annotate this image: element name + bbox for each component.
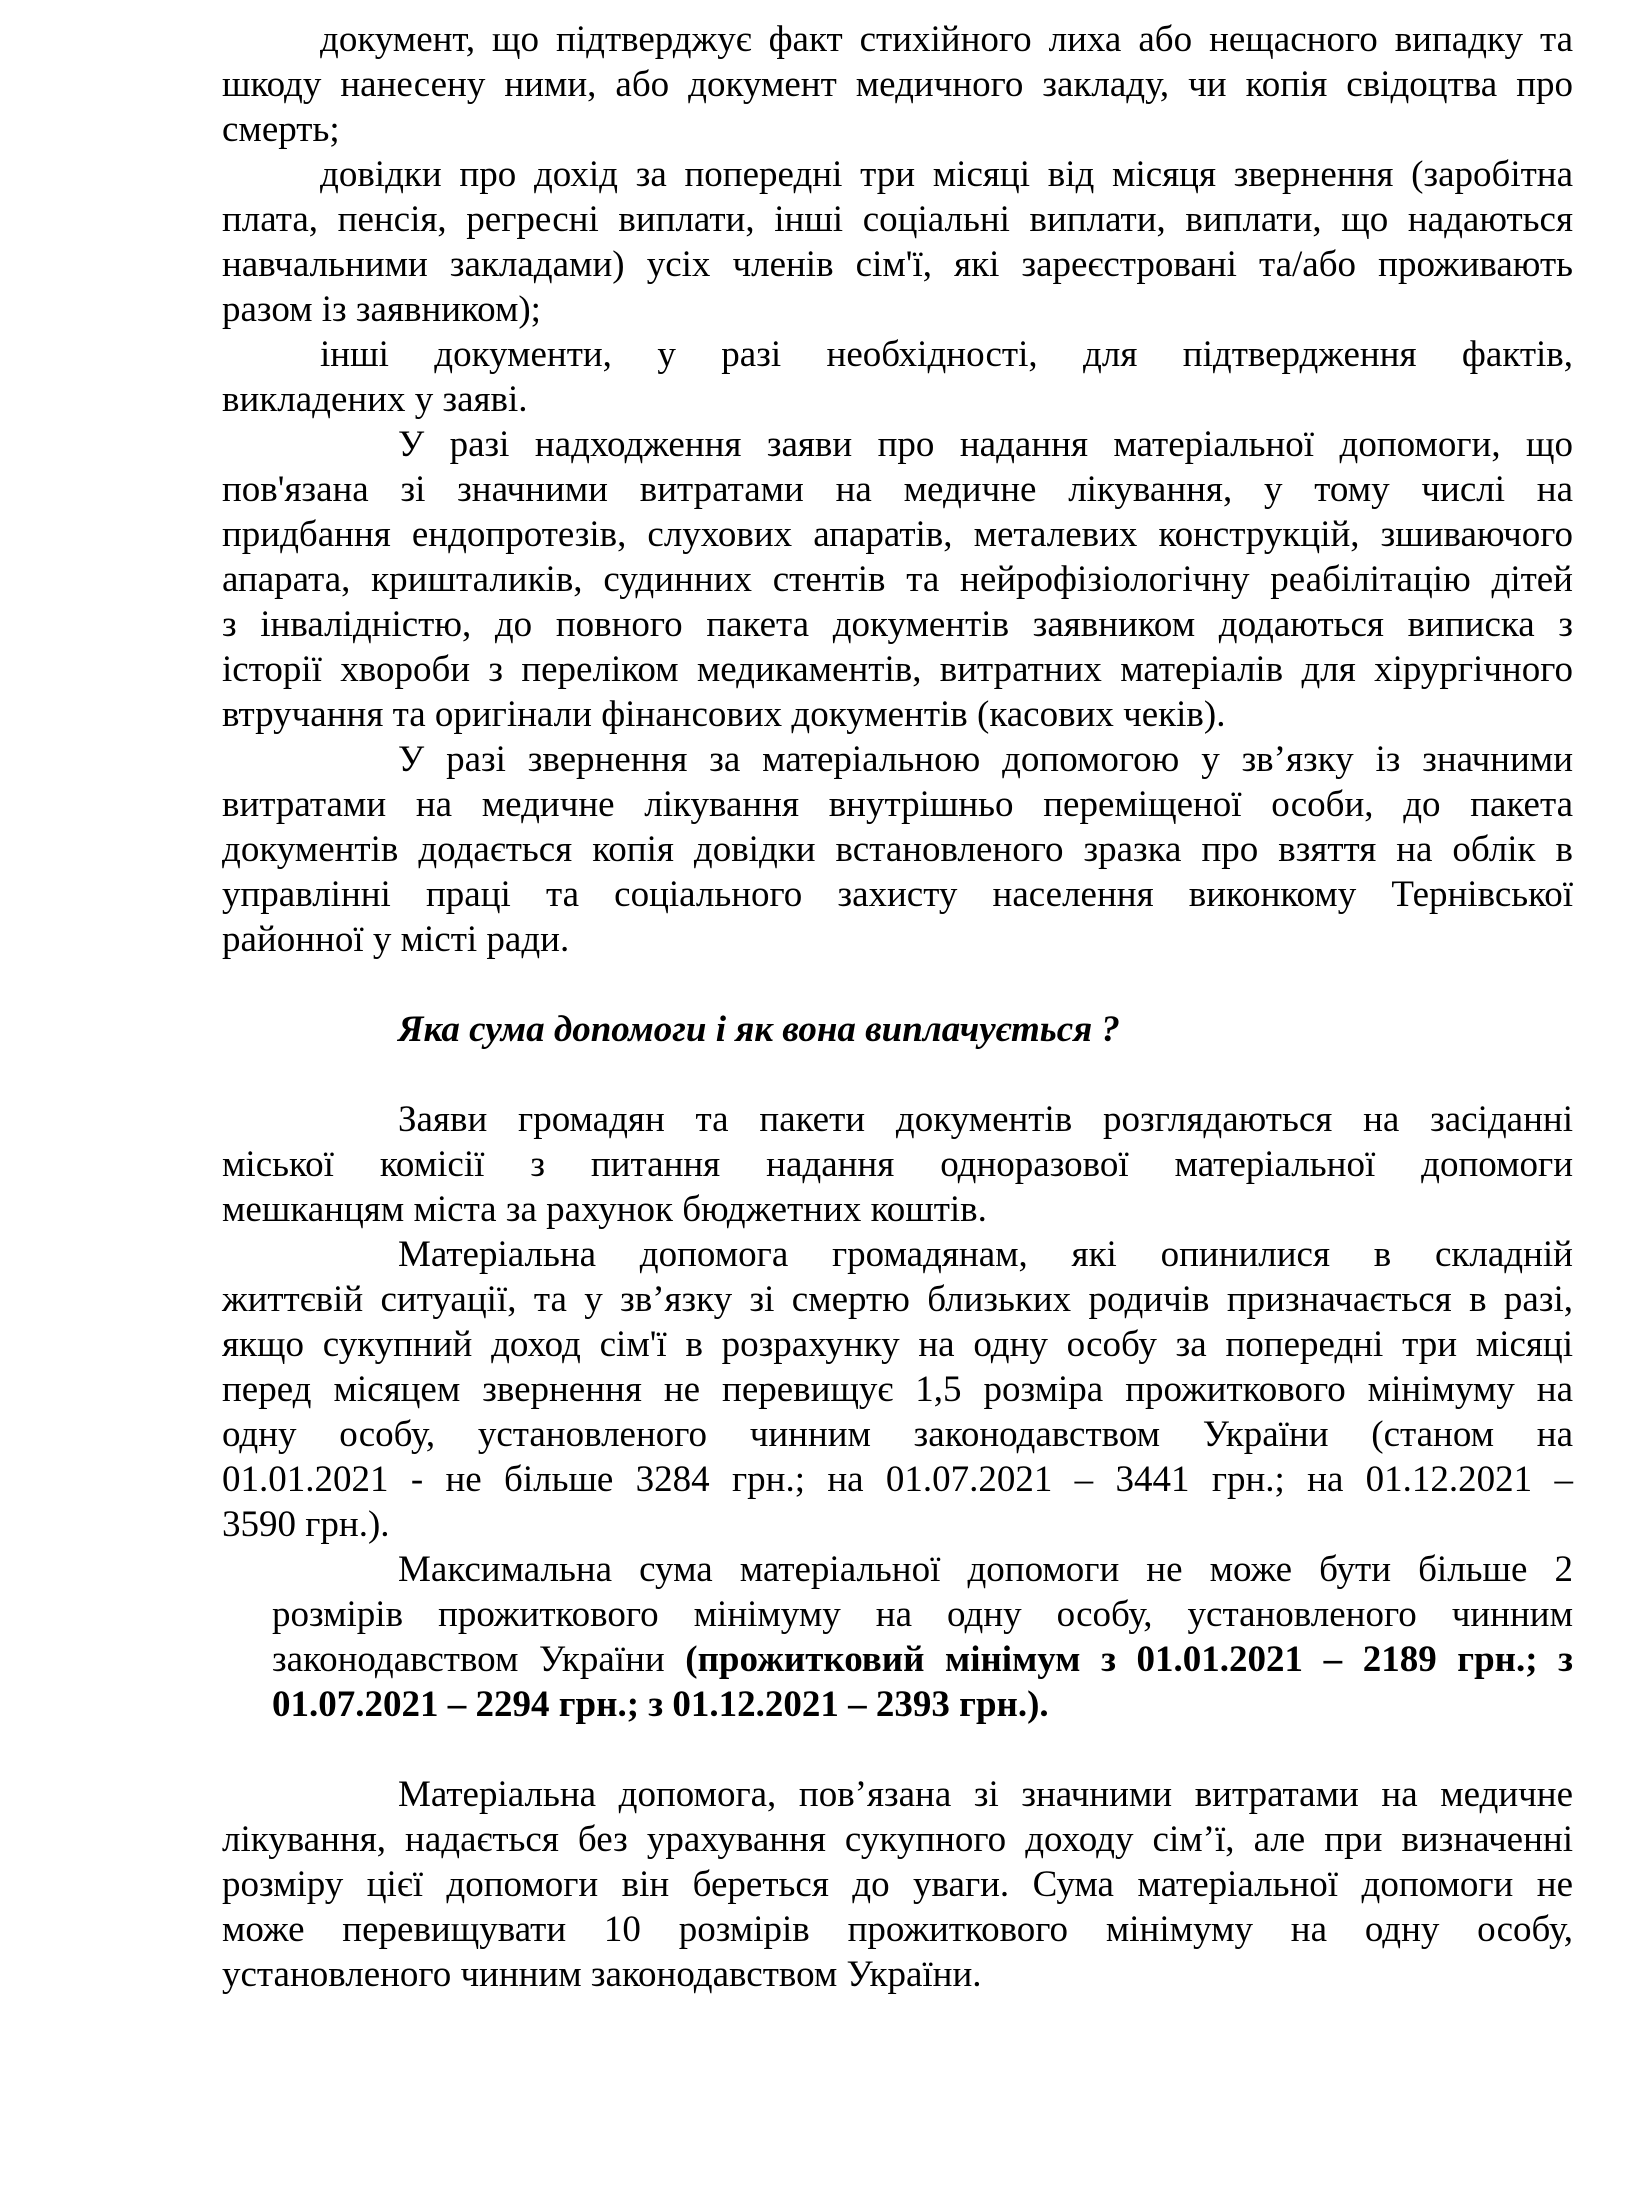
text-line: установленого чинним законодавством України. [222,1954,982,1995]
text-line: навчальними закладами) усіх членів сім'ї, які зареєстровані та/або проживають [222,244,1573,285]
text-line: Максимальна сума матеріальної допомоги не може бути більше 2 [398,1549,1573,1590]
text-line [222,1682,1573,1727]
section-heading: Яка сума допомоги і як вона виплачується ? [398,1009,1120,1050]
paragraph-medical-treatment-application [222,422,1573,737]
text-line: У разі звернення за матеріальною допомогою у зв’язку із значними [398,739,1573,780]
subsistence-minimum-values: (прожитковий мінімум з 01.01.2021 – 2189 грн.; з [685,1639,1573,1680]
paragraph-disaster-document [222,17,1573,152]
text-line: Матеріальна допомога, пов’язана зі значними витратами на медичне [398,1774,1573,1815]
text-line: історії хвороби з переліком медикаментів, витратних матеріалів для хірургічного [222,649,1573,690]
text-line: шкоду нанесену ними, або документ медичного закладу, чи копія свідоцтва про [222,64,1573,105]
text-line: 01.01.2021 - не більше 3284 грн.; на 01.07.2021 – 3441 грн.; на 01.12.2021 – [222,1459,1573,1500]
text-line: У разі надходження заяви про надання матеріальної допомоги, що [398,424,1573,465]
paragraph-other-documents [222,332,1573,422]
paragraph-commission-review [222,1097,1573,1232]
text-line: апарата, кришталиків, судинних стентів та нейрофізіологічну реабілітацію дітей [222,559,1573,600]
text-line: з інвалідністю, до повного пакета документів заявником додаються виписка з [222,604,1573,645]
text-regular: законодавством України [272,1639,686,1680]
text-line [222,1637,1573,1682]
text-line: районної у місті ради. [222,919,570,960]
text-line: довідки про дохід за попередні три місяці від місяця звернення (заробітна [320,154,1573,195]
text-line: Заяви громадян та пакети документів розглядаються на засіданні [398,1099,1573,1140]
subsistence-minimum-values-cont: 01.07.2021 – 2294 грн.; з 01.12.2021 – 2393 грн.). [272,1684,1049,1725]
paragraph-maximum-amount [222,1547,1573,1727]
text-line: розміру цієї допомоги він береться до уваги. Сума матеріальної допомоги не [222,1864,1573,1905]
blank-line [222,1727,1573,1772]
text-line: викладених у заяві. [222,379,528,420]
text-line: втручання та оригінали фінансових документів (касових чеків). [222,694,1226,735]
blank-line [222,1052,1573,1097]
text-line: документ, що підтверджує факт стихійного лиха або нещасного випадку та [320,19,1573,60]
text-line: документів додається копія довідки встановленого зразка про взяття на облік в [222,829,1573,870]
text-line: плата, пенсія, регресні виплати, інші соціальні виплати, виплати, що надаються [222,199,1573,240]
text-line: витратами на медичне лікування внутрішньо переміщеної особи, до пакета [222,784,1573,825]
text-line: разом із заявником); [222,289,541,330]
paragraph-displaced-person [222,737,1573,962]
text-line: пов'язана зі значними витратами на медичне лікування, у тому числі на [222,469,1573,510]
blank-line [222,962,1573,1007]
paragraph-medical-assistance-limit [222,1772,1573,1997]
text-line: мешканцям міста за рахунок бюджетних коштів. [222,1189,987,1230]
text-line: інші документи, у разі необхідності, для підтвердження фактів, [320,334,1573,375]
text-line: придбання ендопротезів, слухових апаратів, металевих конструкцій, зшиваючого [222,514,1573,555]
text-line: лікування, надається без урахування сукупного доходу сім’ї, але при визначенні [222,1819,1573,1860]
document-page [222,17,1573,1997]
paragraph-eligibility-income [222,1232,1573,1547]
text-line: міської комісії з питання надання одноразової матеріальної допомоги [222,1144,1573,1185]
text-line: перед місяцем звернення не перевищує 1,5 розміра прожиткового мінімуму на [222,1369,1573,1410]
text-line: управлінні праці та соціального захисту населення виконкому Тернівської [222,874,1573,915]
text-line: якщо сукупний доход сім'ї в розрахунку на одну особу за попередні три місяці [222,1324,1573,1365]
text-line: може перевищувати 10 розмірів прожиткового мінімуму на одну особу, [222,1909,1573,1950]
text-line: розмірів прожиткового мінімуму на одну особу, установленого чинним [272,1594,1573,1635]
text-line: одну особу, установленого чинним законодавством України (станом на [222,1414,1573,1455]
paragraph-income-certificates [222,152,1573,332]
text-line: життєвій ситуації, та у зв’язку зі смертю близьких родичів призначається в разі, [222,1279,1573,1320]
text-line: 3590 грн.). [222,1504,390,1545]
text-line: Матеріальна допомога громадянам, які опинилися в складній [398,1234,1573,1275]
text-line: смерть; [222,109,340,150]
